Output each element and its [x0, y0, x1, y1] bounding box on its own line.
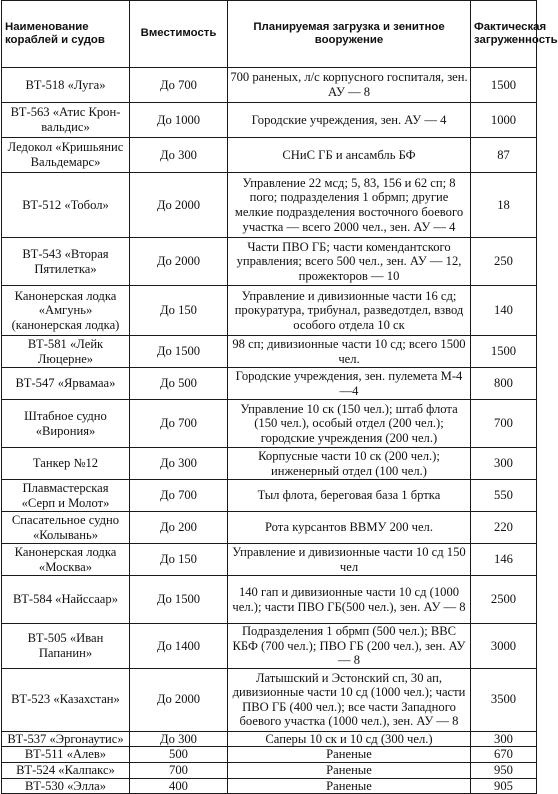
ship-actual: 1500 [471, 336, 537, 368]
ship-actual: 3000 [471, 624, 537, 669]
ship-planned: Тыл флота, береговая база 1 бртка [228, 480, 471, 512]
ship-capacity: 700 [130, 762, 228, 778]
ship-actual: 800 [471, 368, 537, 400]
table-row [2, 286, 537, 336]
ship-name: ВТ-543 «Вторая Пятилетка» [2, 238, 130, 286]
ship-actual: 140 [471, 286, 537, 336]
ship-actual: 146 [471, 544, 537, 576]
table-row [2, 668, 537, 731]
ship-capacity: До 2000 [130, 668, 228, 731]
table-row [2, 368, 537, 400]
table-row [2, 173, 537, 238]
table-row [2, 762, 537, 778]
header-capacity: Вместимость [130, 1, 228, 68]
table-row [2, 624, 537, 669]
ship-actual: 250 [471, 238, 537, 286]
ship-actual: 950 [471, 762, 537, 778]
ship-actual: 87 [471, 138, 537, 173]
ships-table [1, 0, 558, 794]
ship-actual: 18 [471, 173, 537, 238]
table-row [2, 238, 537, 286]
ship-name: Штабное судно «Вирония» [2, 400, 130, 448]
ship-actual: 670 [471, 747, 537, 763]
ship-actual: 700 [471, 400, 537, 448]
ship-capacity: До 1400 [130, 624, 228, 669]
ship-name: ВТ-511 «Алев» [2, 747, 130, 763]
ship-actual: 550 [471, 480, 537, 512]
ship-planned: Подразделения 1 обрмп (500 чел.); ВВС КБФ (700 чел.); ПВО ГБ (200 чел.), зен. АУ — 8 [228, 624, 471, 669]
ship-capacity: До 200 [130, 512, 228, 544]
table-row [2, 512, 537, 544]
ship-actual: 905 [471, 778, 537, 794]
ship-capacity: 500 [130, 747, 228, 763]
ship-planned: Корпусные части 10 ск (200 чел.); инженерный отдел (100 чел.) [228, 448, 471, 480]
ship-actual: 220 [471, 512, 537, 544]
ship-name: Плавмастерская «Серп и Молот» [2, 480, 130, 512]
ship-planned: Рота курсантов ВВМУ 200 чел. [228, 512, 471, 544]
ship-name: Ледокол «Кришьянис Вальдемарс» [2, 138, 130, 173]
table-row [2, 731, 537, 747]
table-row [2, 576, 537, 624]
ship-capacity: До 2000 [130, 238, 228, 286]
ship-planned: 140 гап и дивизионные части 10 сд (1000 чел.); части ПВО ГБ(500 чел.), зен. АУ — 8 [228, 576, 471, 624]
ship-name: ВТ-505 «Иван Папанин» [2, 624, 130, 669]
table-row [2, 68, 537, 103]
table-row [2, 138, 537, 173]
ship-name: Канонерская лодка «Москва» [2, 544, 130, 576]
ship-name: Спасательное судно «Колывань» [2, 512, 130, 544]
ship-capacity: До 700 [130, 480, 228, 512]
ship-capacity: До 300 [130, 448, 228, 480]
ship-name: ВТ-518 «Луга» [2, 68, 130, 103]
table-row [2, 544, 537, 576]
table-row [2, 480, 537, 512]
ship-capacity: До 150 [130, 544, 228, 576]
ship-name: ВТ-524 «Калпакс» [2, 762, 130, 778]
ship-planned: Саперы 10 ск и 10 сд (300 чел.) [228, 731, 471, 747]
ship-name: ВТ-530 «Элла» [2, 778, 130, 794]
ship-name: ВТ-584 «Найссаар» [2, 576, 130, 624]
ship-planned: Городские учреждения, зен. АУ — 4 [228, 103, 471, 138]
table-row [2, 778, 537, 794]
ship-name: ВТ-581 «Лейк Люцерне» [2, 336, 130, 368]
ship-capacity: До 300 [130, 138, 228, 173]
ship-capacity: До 1000 [130, 103, 228, 138]
header-actual: Фактическая загруженность [471, 1, 537, 68]
ship-planned: Раненые [228, 778, 471, 794]
ship-planned: Части ПВО ГБ; части комендантского управления; всего 500 чел., зен. АУ — 12, прожекторов — 10 [228, 238, 471, 286]
ship-name: Танкер №12 [2, 448, 130, 480]
ship-name: ВТ-547 «Ярвамаа» [2, 368, 130, 400]
ship-name: Канонерская лодка «Амгунь» (канонерская лодка) [2, 286, 130, 336]
ship-planned: Городские учреждения, зен. пулемета М-4—4 [228, 368, 471, 400]
header-planned: Планируемая загрузка и зенитное вооружение [228, 1, 471, 68]
ship-actual: 1000 [471, 103, 537, 138]
ship-planned: 700 раненых, л/с корпусного госпиталя, зен. АУ — 8 [228, 68, 471, 103]
ship-planned: Раненые [228, 747, 471, 763]
ship-actual: 3500 [471, 668, 537, 731]
table-row [2, 103, 537, 138]
ship-name: ВТ-512 «Тобол» [2, 173, 130, 238]
ship-planned: Управление 22 мсд; 5, 83, 156 и 62 сп; 8 пого; подразделения 1 обрмп; другие мелкие подразделения восточного боевого участка — всего 2000 чел., зен. АУ — 4 [228, 173, 471, 238]
ship-actual: 1500 [471, 68, 537, 103]
ship-planned: 98 сп; дивизионные части 10 сд; всего 1500 чел. [228, 336, 471, 368]
ship-planned: Управление 10 ск (150 чел.); штаб флота (150 чел.), особый отдел (200 чел.); городские учреждения (200 чел.) [228, 400, 471, 448]
ship-capacity: До 150 [130, 286, 228, 336]
table-row [2, 336, 537, 368]
ship-capacity: 400 [130, 778, 228, 794]
ship-planned: СНиС ГБ и ансамбль БФ [228, 138, 471, 173]
ship-capacity: До 2000 [130, 173, 228, 238]
ship-capacity: До 300 [130, 731, 228, 747]
table-row [2, 747, 537, 763]
table-row [2, 400, 537, 448]
ship-actual: 300 [471, 448, 537, 480]
ship-capacity: До 1500 [130, 336, 228, 368]
ship-planned: Раненые [228, 762, 471, 778]
ship-capacity: До 700 [130, 400, 228, 448]
ship-actual: 300 [471, 731, 537, 747]
ship-planned: Латышский и Эстонский сп, 30 ап, дивизионные части 10 сд (1000 чел.); части ПВО ГБ (400 чел.); все части Западного боевого участка (1000 чел.), зен. АУ — 8 [228, 668, 471, 731]
header-name: Наименование кораблей и судов [2, 1, 130, 68]
ship-capacity: До 1500 [130, 576, 228, 624]
table-row [2, 448, 537, 480]
ship-name: ВТ-523 «Казахстан» [2, 668, 130, 731]
ship-planned: Управление и дивизионные части 10 сд 150 чел [228, 544, 471, 576]
ship-name: ВТ-537 «Эргонаутис» [2, 731, 130, 747]
ship-capacity: До 700 [130, 68, 228, 103]
ship-capacity: До 500 [130, 368, 228, 400]
header-row [2, 1, 537, 68]
ship-name: ВТ-563 «Атис Крон-вальдис» [2, 103, 130, 138]
ship-planned: Управление и дивизионные части 16 сд; прокуратура, трибунал, разведотдел, взвод особого отдела 10 ск [228, 286, 471, 336]
ship-actual: 2500 [471, 576, 537, 624]
